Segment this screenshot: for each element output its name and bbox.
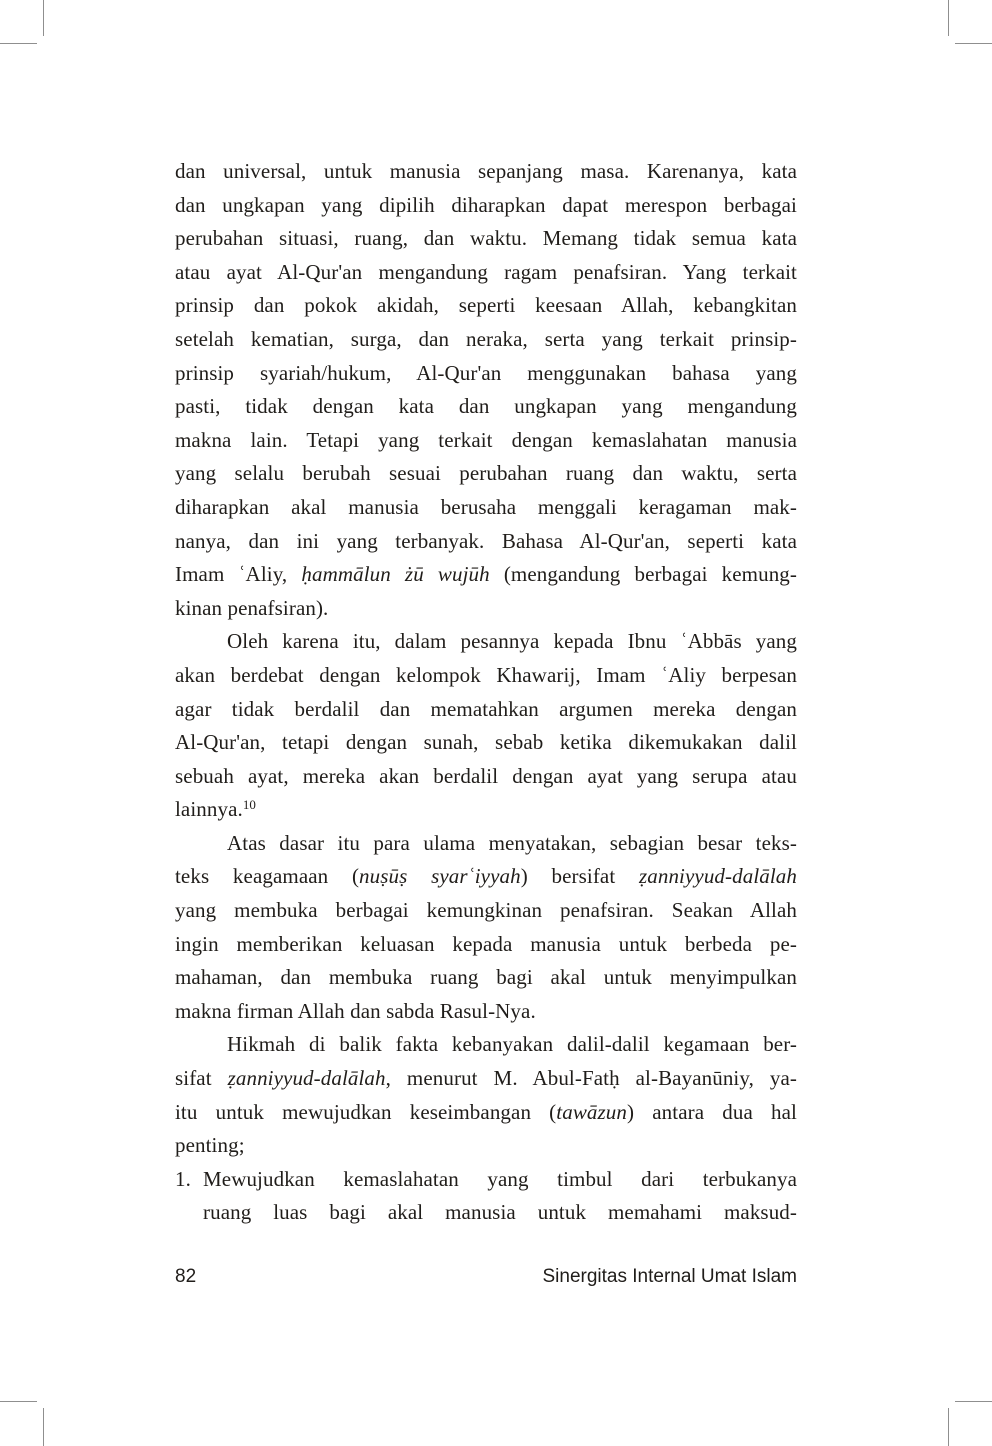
text-run: Hikmah di balik fakta kebanyakan dalil-dalil kegamaan ber- bbox=[227, 1032, 797, 1057]
text-line bbox=[175, 323, 797, 357]
text-run: makna lain. Tetapi yang terkait dengan kemaslahatan manusia bbox=[175, 427, 797, 452]
text-line bbox=[175, 659, 797, 693]
text-run: nanya, dan ini yang terbanyak. Bahasa Al-Qur'an, seperti kata bbox=[175, 528, 797, 553]
text-run: sifat bbox=[175, 1066, 228, 1091]
text-line bbox=[175, 1196, 797, 1230]
text-run: Mewujudkan kemaslahatan yang timbul dari terbukanya bbox=[203, 1166, 797, 1191]
text-run: perubahan situasi, ruang, dan waktu. Memang tidak semua kata bbox=[175, 226, 797, 251]
text-line bbox=[175, 726, 797, 760]
crop-mark-top-right-horizontal bbox=[955, 43, 992, 44]
crop-mark-bottom-left-vertical bbox=[43, 1408, 44, 1446]
text-line bbox=[175, 289, 797, 323]
text-run: yang membuka berbagai kemungkinan penafsiran. Seakan Allah bbox=[175, 898, 797, 923]
text-line bbox=[175, 189, 797, 223]
text-run: Imam ʿAliy, bbox=[175, 562, 302, 587]
crop-mark-top-left-horizontal bbox=[0, 43, 37, 44]
text-run: diharapkan akal manusia berusaha menggali keragaman mak- bbox=[175, 494, 797, 519]
text-run: pasti, tidak dengan kata dan ungkapan yang mengandung bbox=[175, 394, 797, 419]
transliterated-term: ẓanniyyud-dalālah bbox=[638, 864, 797, 889]
text-line bbox=[175, 827, 797, 861]
text-line bbox=[175, 995, 797, 1029]
list-marker: 1. bbox=[175, 1166, 191, 1191]
text-run: teks keagamaan ( bbox=[175, 864, 360, 889]
crop-mark-top-left-vertical bbox=[43, 0, 44, 36]
text-run: ingin memberikan keluasan kepada manusia untuk berbeda pe- bbox=[175, 931, 797, 956]
text-run: setelah kematian, surga, dan neraka, serta yang terkait prinsip- bbox=[175, 326, 797, 351]
transliterated-term: nuṣūṣ syarʿiyyah bbox=[359, 864, 521, 889]
text-run: Al-Qur'an, tetapi dengan sunah, sebab ketika dikemukakan dalil bbox=[175, 730, 797, 755]
text-line bbox=[175, 928, 797, 962]
text-line bbox=[175, 693, 797, 727]
text-line bbox=[175, 1028, 797, 1062]
text-run: itu untuk mewujudkan keseimbangan ( bbox=[175, 1099, 557, 1124]
text-run: mahaman, dan membuka ruang bagi akal untuk menyimpulkan bbox=[175, 965, 797, 990]
page-footer bbox=[175, 1266, 797, 1288]
text-line bbox=[175, 1163, 797, 1197]
text-run: sebuah ayat, mereka akan berdalil dengan ayat yang serupa atau bbox=[175, 763, 797, 788]
text-line bbox=[175, 625, 797, 659]
text-run: dan universal, untuk manusia sepanjang masa. Karenanya, kata bbox=[175, 159, 797, 183]
text-run: (mengandung berbagai kemung- bbox=[489, 562, 797, 587]
text-line bbox=[175, 961, 797, 995]
text-run: , menurut M. Abul-Fatḥ al-Bayanūniy, ya- bbox=[385, 1066, 797, 1091]
text-run: akan berdebat dengan kelompok Khawarij, Imam ʿAliy berpesan bbox=[175, 662, 797, 687]
transliterated-term: tawāzun bbox=[556, 1099, 627, 1124]
text-run: Atas dasar itu para ulama menyatakan, sebagian besar teks- bbox=[227, 830, 797, 855]
text-run: ) bersifat bbox=[520, 864, 639, 889]
text-line bbox=[175, 558, 797, 592]
text-run: prinsip dan pokok akidah, seperti keesaan Allah, kebangkitan bbox=[175, 293, 797, 318]
crop-mark-top-right-vertical bbox=[948, 0, 949, 36]
crop-mark-bottom-right-vertical bbox=[948, 1408, 949, 1446]
text-run: ) antara dua hal bbox=[627, 1099, 797, 1124]
text-line bbox=[175, 222, 797, 256]
text-line bbox=[175, 155, 797, 189]
text-line bbox=[175, 357, 797, 391]
crop-mark-bottom-right-horizontal bbox=[955, 1401, 992, 1402]
text-run: kinan penafsiran). bbox=[175, 595, 329, 620]
text-line bbox=[175, 760, 797, 794]
footnote-reference: 10 bbox=[242, 797, 256, 813]
text-line bbox=[175, 424, 797, 458]
text-line bbox=[175, 894, 797, 928]
text-line bbox=[175, 1096, 797, 1130]
text-line bbox=[175, 256, 797, 290]
running-title: Sinergitas Internal Umat Islam bbox=[542, 1266, 797, 1287]
transliterated-term: ẓanniyyud-dalālah bbox=[227, 1066, 386, 1091]
text-line bbox=[175, 793, 797, 827]
crop-mark-bottom-left-horizontal bbox=[0, 1401, 37, 1402]
text-line bbox=[175, 860, 797, 894]
text-run: agar tidak berdalil dan mematahkan argumen mereka dengan bbox=[175, 696, 797, 721]
text-run: lainnya. bbox=[175, 797, 243, 822]
transliterated-term: ḥammālun żū wujūh bbox=[301, 562, 490, 587]
text-run: makna firman Allah dan sabda Rasul-Nya. bbox=[175, 998, 536, 1023]
text-line bbox=[175, 1129, 797, 1163]
text-run: atau ayat Al-Qur'an mengandung ragam penafsiran. Yang terkait bbox=[175, 259, 797, 284]
text-run: prinsip syariah/hukum, Al-Qur'an menggunakan bahasa yang bbox=[175, 360, 797, 385]
text-block bbox=[175, 155, 797, 1230]
text-run: yang selalu berubah sesuai perubahan ruang dan waktu, serta bbox=[175, 461, 797, 486]
text-run: Oleh karena itu, dalam pesannya kepada Ibnu ʿAbbās yang bbox=[227, 629, 797, 654]
text-line bbox=[175, 491, 797, 525]
text-run: penting; bbox=[175, 1133, 245, 1158]
text-line bbox=[175, 1062, 797, 1096]
text-line bbox=[175, 525, 797, 559]
text-run: dan ungkapan yang dipilih diharapkan dapat merespon berbagai bbox=[175, 192, 797, 217]
text-line bbox=[175, 592, 797, 626]
text-line bbox=[175, 457, 797, 491]
page-number: 82 bbox=[175, 1266, 197, 1287]
text-line bbox=[175, 390, 797, 424]
text-run: ruang luas bagi akal manusia untuk memahami maksud- bbox=[203, 1200, 797, 1225]
